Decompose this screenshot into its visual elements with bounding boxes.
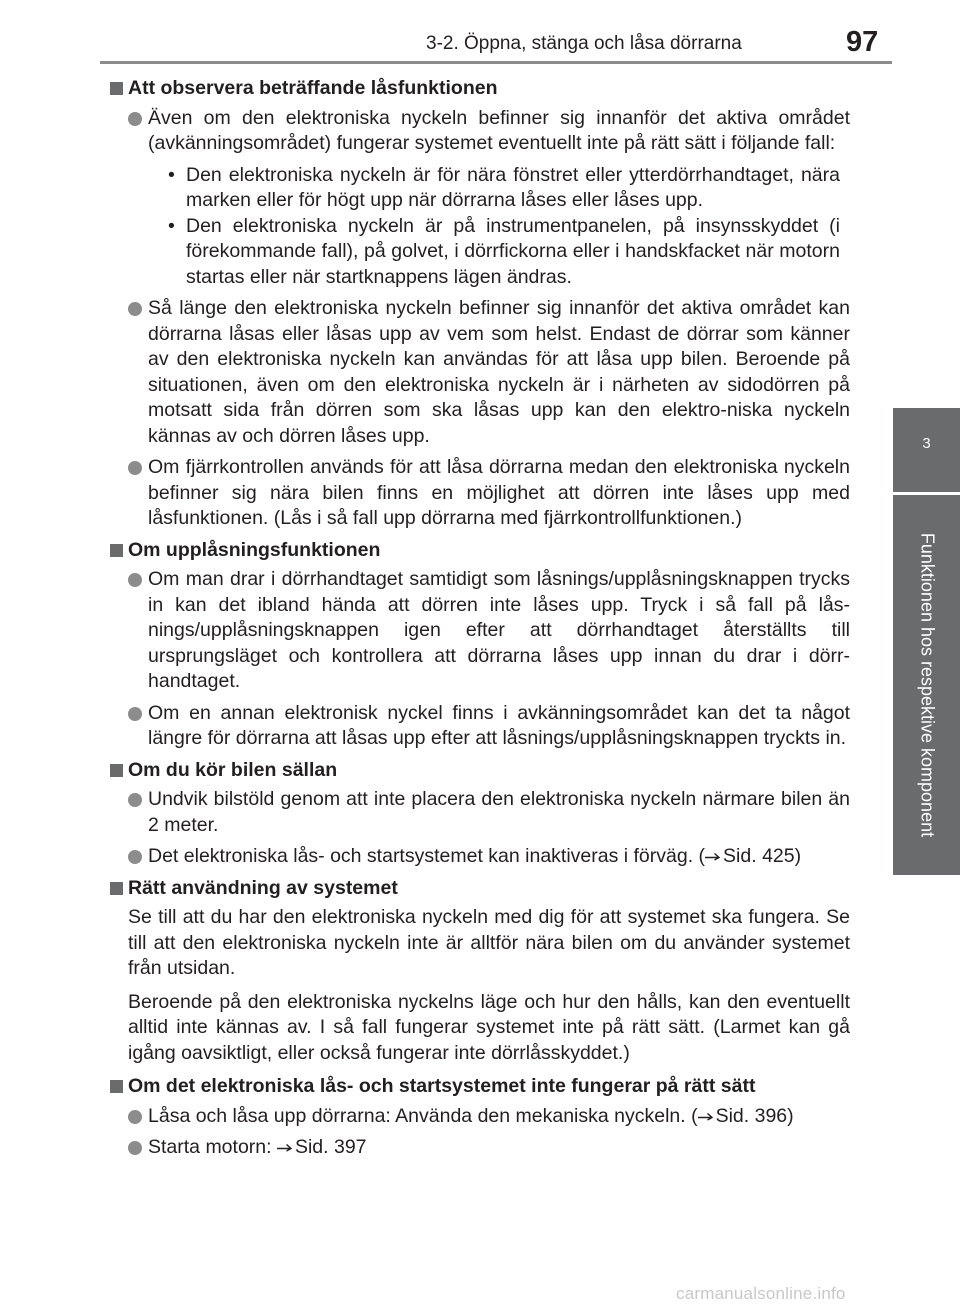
arrow-right-icon xyxy=(277,1142,294,1152)
section-heading: Rätt användning av systemet xyxy=(108,876,850,902)
paragraph: Se till att du har den elektroniska nyckeln med dig för att systemet ska fungera. Se till att den elektroniska nyckeln inte är alltför nära bilen om du använder systemet från utsidan. xyxy=(128,906,850,979)
section-heading: Om det elektroniska lås- och startsystemet inte fungerar på rätt sätt xyxy=(108,1074,850,1100)
page-content xyxy=(108,76,850,1167)
circle-bullet-icon xyxy=(128,1110,142,1124)
circle-bullet-icon xyxy=(128,461,142,475)
list-item: Låsa och låsa upp dörrarna: Använda den mekaniska nyckeln. ( Sid. 396) xyxy=(108,1104,850,1130)
list-item: Även om den elektroniska nyckeln befinner sig innanför det aktiva området (avkänningsområdet) fungerar systemet eventuellt inte på rätt sätt i följande fall: • Den elektroniska nyckeln är för nära fönstret eller ytterdörrhandtaget, nära marken eller för högt upp när dörrarna låses eller låses upp. • Den elektroniska nyckeln är på instrumentpanelen, på insynsskyddet (i förekommande fall), på golvet, i dörrfickorna eller i handskfacket när motorn startas eller när startknappens lägen ändras. xyxy=(108,106,850,291)
list-item: Om fjärrkontrollen används för att låsa dörrarna medan den elektroniska nyckeln befinner sig nära bilen finns en möjlighet att dörren inte låses upp med låsfunktionen. (Lås i så fall upp dörrarna med fjärrkontrollfunktionen.) xyxy=(108,455,850,532)
square-bullet-icon xyxy=(110,544,123,557)
list-item: Så länge den elektroniska nyckeln befinner sig innanför det aktiva området kan dörrarna låsas eller låsas upp av vem som helst. Endast de dörrar som känner av den elektroniska nyckeln kan användas för att låsa upp bilen. Beroende på situationen, även om den elektroniska nyckeln är i närheten av sidodörren på motsatt sida från dörren som ska låsas upp kan den elektro-niska nyckeln kännas av och dörren låses upp. xyxy=(108,296,850,449)
arrow-right-icon xyxy=(705,851,722,861)
section-heading: Att observera beträffande låsfunktionen xyxy=(108,76,850,102)
side-tab-label-text: Funktionen hos respektive komponent xyxy=(917,532,937,838)
list-item: Undvik bilstöld genom att inte placera den elektroniska nyckeln närmare bilen än 2 meter. xyxy=(108,787,850,838)
list-item: Om man drar i dörrhandtaget samtidigt som låsnings/upplåsningsknappen trycks in kan det ibland hända att dörren inte låses upp. Tryck i så fall på lås-nings/upplåsningsknappen igen efter att dörrhandtaget återställts till ursprungsläget och kontrollera att dörrarna låses upp innan du drar i dörr-handtaget. xyxy=(108,567,850,695)
header-rule xyxy=(100,61,892,64)
sub-list-item: • Den elektroniska nyckeln är för nära fönstret eller ytterdörrhandtaget, nära marken eller för högt upp när dörrarna låses eller låses upp. xyxy=(168,163,840,211)
square-bullet-icon xyxy=(110,1080,123,1093)
sub-list xyxy=(148,163,850,291)
circle-bullet-icon xyxy=(128,793,142,807)
page-reference: Sid. 396) xyxy=(715,1104,794,1127)
circle-bullet-icon xyxy=(128,302,142,316)
paragraph: Beroende på den elektroniska nyckelns läge och hur den hålls, kan den eventuellt alltid inte kännas av. I så fall fungerar systemet inte på rätt sätt. (Larmet kan gå igång oavsiktligt, eller också fungerar inte dörrlåsskyddet.) xyxy=(128,990,850,1064)
circle-bullet-icon xyxy=(128,850,142,864)
circle-bullet-icon xyxy=(128,112,142,126)
square-bullet-icon xyxy=(110,882,123,895)
arrow-right-icon xyxy=(698,1111,715,1121)
square-bullet-icon xyxy=(110,764,123,777)
section-heading: Om upplåsningsfunktionen xyxy=(108,538,850,564)
circle-bullet-icon xyxy=(128,707,142,721)
circle-bullet-icon xyxy=(128,573,142,587)
square-bullet-icon xyxy=(110,82,123,95)
page-reference: Sid. 397 xyxy=(294,1136,367,1158)
list-item: Starta motorn: Sid. 397 xyxy=(108,1135,850,1161)
watermark: carmanualsonline.info xyxy=(676,1284,846,1303)
page-number: 97 xyxy=(846,26,879,58)
side-tab-chapter-label xyxy=(893,495,960,875)
page-reference: Sid. 425) xyxy=(723,845,802,867)
list-item: Det elektroniska lås- och startsystemet kan inaktiveras i förväg. ( Sid. 425) xyxy=(108,844,850,870)
page-header xyxy=(0,0,960,66)
section-heading: Om du kör bilen sällan xyxy=(108,758,850,784)
chapter-title: 3-2. Öppna, stänga och låsa dörrarna xyxy=(426,33,742,54)
side-tab-chapter-number: 3 xyxy=(893,408,960,492)
sub-list-item: • Den elektroniska nyckeln är på instrumentpanelen, på insynsskyddet (i förekommande fall), på golvet, i dörrfickorna eller i handskfacket när motorn startas eller när startknappens lägen ändras. xyxy=(168,214,840,288)
circle-bullet-icon xyxy=(128,1141,142,1155)
list-item: Om en annan elektronisk nyckel finns i avkänningsområdet kan det ta något längre för dörrarna att låsas upp efter att låsnings/upplåsningsknappen tryckts in. xyxy=(108,701,850,752)
